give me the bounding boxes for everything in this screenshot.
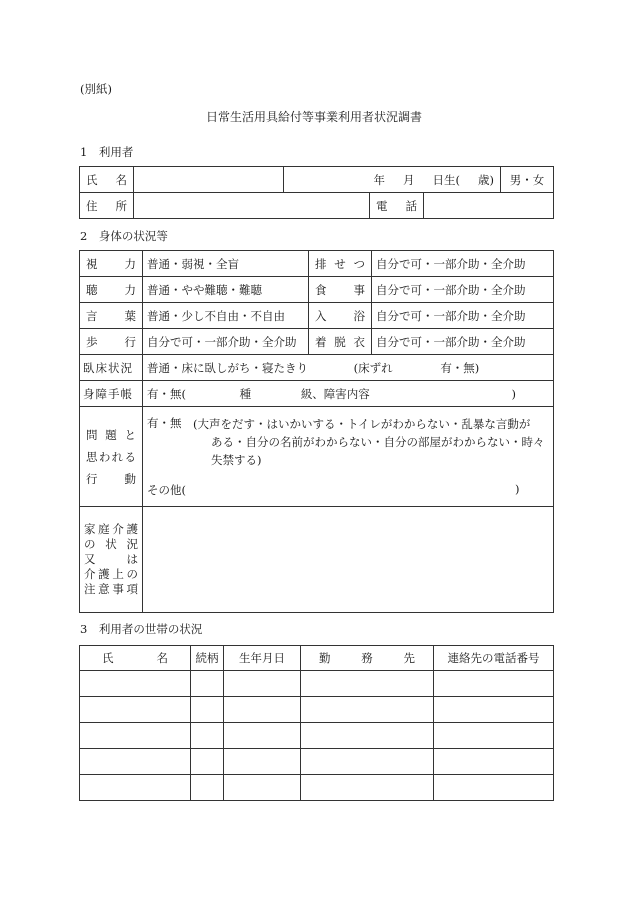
household-row [80,671,554,697]
household-row [80,723,554,749]
bedridden-value[interactable]: 普通・床に臥しがち・寝たきり (床ずれ 有・無) [143,355,554,381]
section-household-heading: 3 利用者の世帯の状況 [80,622,203,636]
household-header-phone: 連絡先の電話番号 [434,646,554,671]
household-cell[interactable] [191,723,224,749]
speech-value[interactable]: 普通・少し不自由・不自由 [143,303,309,329]
birth-field[interactable]: 年 月 日生( 歳) [284,167,501,193]
household-cell[interactable] [191,697,224,723]
household-cell[interactable] [224,723,301,749]
address-label: 住 所 [80,193,134,219]
hearing-value[interactable]: 普通・やや難聴・難聴 [143,277,309,303]
household-cell[interactable] [301,671,434,697]
bedridden-label: 臥床状況 [80,355,143,381]
walking-label: 歩 行 [80,329,143,355]
household-cell[interactable] [224,671,301,697]
excretion-value[interactable]: 自分で可・一部介助・全介助 [372,251,554,277]
household-cell[interactable] [434,723,554,749]
household-table [79,645,554,801]
household-cell[interactable] [301,723,434,749]
document-title: 日常生活用具給付等事業利用者状況調書 [206,110,423,124]
household-cell[interactable] [191,749,224,775]
household-cell[interactable] [80,723,191,749]
dressing-value[interactable]: 自分で可・一部介助・全介助 [372,329,554,355]
disability-handbook-label: 身障手帳 [80,381,143,407]
household-cell[interactable] [80,697,191,723]
speech-label: 言 葉 [80,303,143,329]
meal-label: 食 事 [309,277,372,303]
vision-label: 視 力 [80,251,143,277]
address-field[interactable] [134,193,370,219]
household-cell[interactable] [191,775,224,801]
behavior-label: 問 題 と 思 わ れ る 行 動 [80,407,143,507]
household-cell[interactable] [224,749,301,775]
meal-value[interactable]: 自分で可・一部介助・全介助 [372,277,554,303]
household-header-name: 氏 名 [80,646,191,671]
household-cell[interactable] [80,749,191,775]
household-cell[interactable] [224,697,301,723]
user-table [79,166,554,219]
household-row [80,697,554,723]
walking-value[interactable]: 自分で可・一部介助・全介助 [143,329,309,355]
household-cell[interactable] [224,775,301,801]
body-table [79,250,554,613]
household-cell[interactable] [301,697,434,723]
household-header-workplace: 勤 務 先 [301,646,434,671]
phone-label: 電 話 [370,193,424,219]
household-cell[interactable] [434,749,554,775]
phone-field[interactable] [424,193,554,219]
home-care-label: 家 庭 介 護 の 状 況 又 は 介 護 上 の 注 意 事 項 [80,507,143,613]
household-row [80,775,554,801]
household-cell[interactable] [434,697,554,723]
household-cell[interactable] [301,775,434,801]
disability-handbook-value[interactable]: 有・無( 種 級、障害内容 ) [143,381,554,407]
household-cell[interactable] [80,671,191,697]
excretion-label: 排 せ つ [309,251,372,277]
home-care-value[interactable] [143,507,554,613]
household-cell[interactable] [80,775,191,801]
section-user-heading: 1 利用者 [80,145,134,159]
vision-value[interactable]: 普通・弱視・全盲 [143,251,309,277]
dressing-label: 着 脱 衣 [309,329,372,355]
household-cell[interactable] [434,775,554,801]
bathing-label: 入 浴 [309,303,372,329]
behavior-value[interactable]: 有・無 (大声をだす・はいかいする・トイレがわからない・乱暴な言動が ある・自分の名前がわからない・自分の部屋がわからない・時々 失禁する) その他( ) [143,407,554,507]
household-row [80,749,554,775]
name-label: 氏 名 [80,167,134,193]
household-cell[interactable] [301,749,434,775]
household-header-birthdate: 生年月日 [224,646,301,671]
attachment-label: (別紙) [80,82,112,96]
hearing-label: 聴 力 [80,277,143,303]
household-cell[interactable] [191,671,224,697]
sex-field[interactable]: 男・女 [501,167,554,193]
household-header-relation: 続柄 [191,646,224,671]
household-cell[interactable] [434,671,554,697]
section-body-heading: 2 身体の状況等 [80,229,168,243]
bathing-value[interactable]: 自分で可・一部介助・全介助 [372,303,554,329]
name-field[interactable] [134,167,284,193]
